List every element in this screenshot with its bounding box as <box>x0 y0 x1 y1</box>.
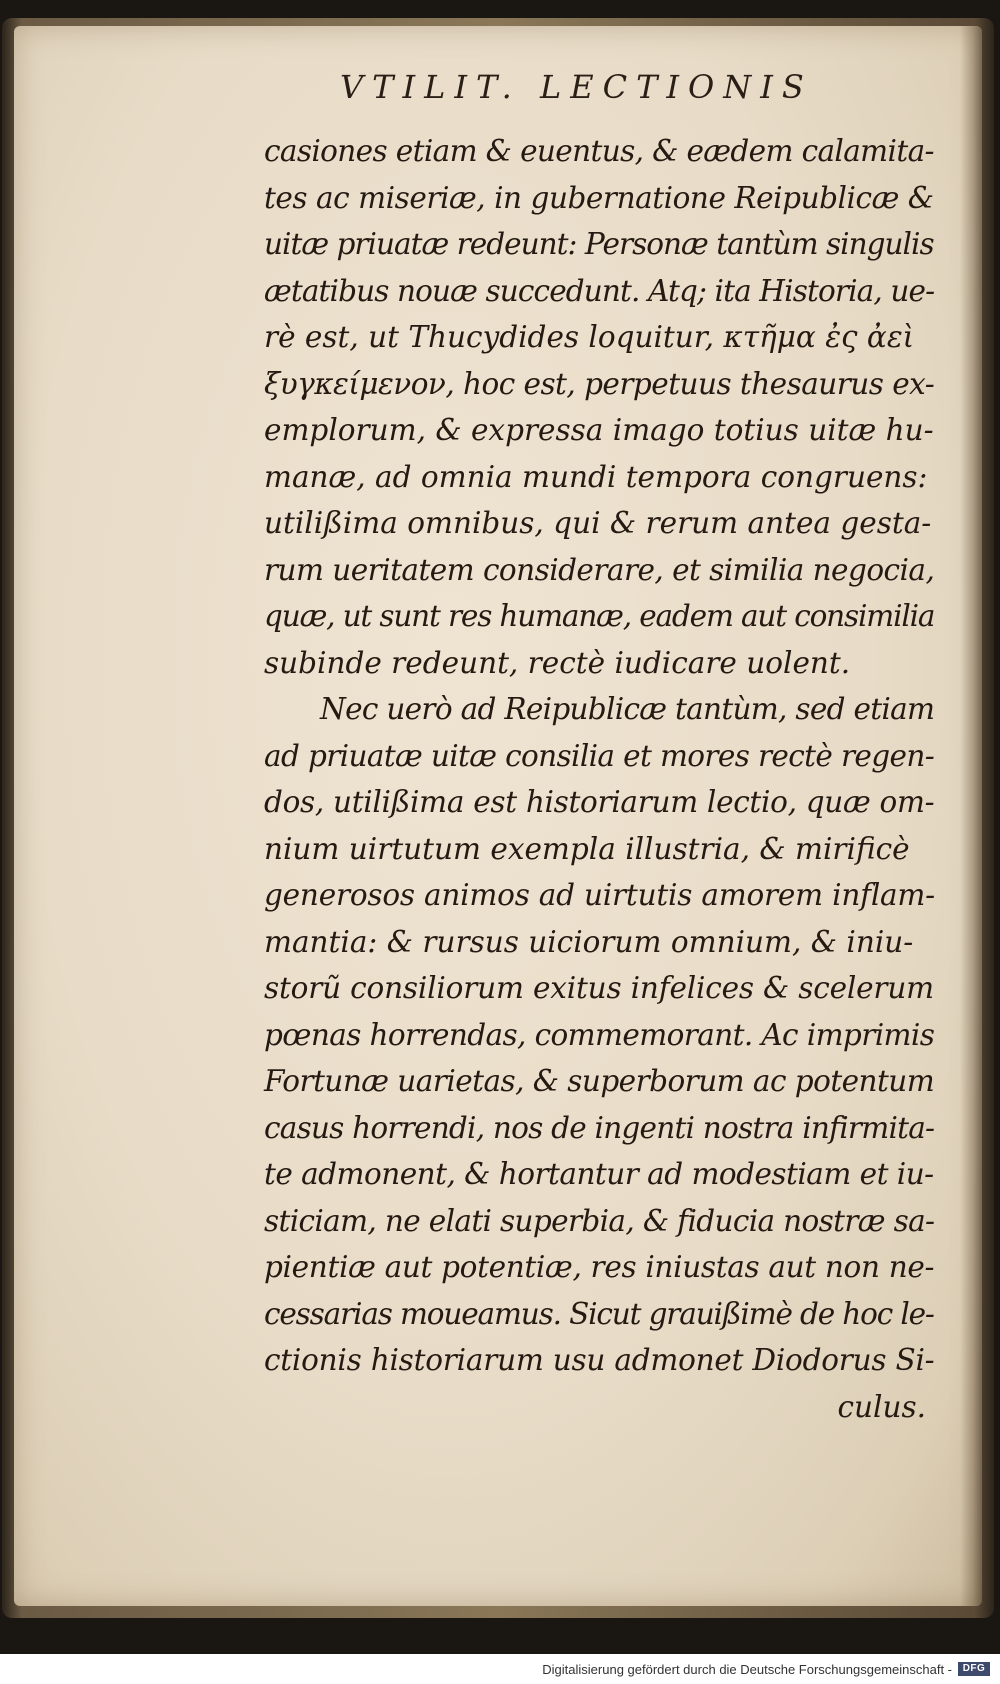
text-line: pœnas horrendas, commemorant. Ac imprimis <box>264 1017 935 1052</box>
paragraph-start-line: Nec uerò ad Reipublicæ tantùm, sed etiam <box>320 692 935 726</box>
text-line: Fortunæ uarietas, & superborum ac potentum <box>264 1064 935 1098</box>
text-line: tes ac miseriæ, in gubernatione Reipublicæ & <box>264 180 934 215</box>
text-line: nium uirtutum exempla illustria, & mirificè <box>264 831 910 866</box>
text-line: rè est, ut Thucydides loquitur, κτῆμα ἐς ἀεὶ <box>264 320 915 354</box>
dfg-logo: DFG <box>958 1662 990 1676</box>
text-line: ætatibus nouæ succedunt. Atq; ita Historia, ue- <box>264 273 935 308</box>
page-edge-shadow <box>960 26 982 1606</box>
text-line: pientiæ aut potentiæ, res iniustas aut non ne- <box>264 1250 935 1284</box>
text-line: te admonent, & hortantur ad modestiam et iu- <box>264 1157 934 1191</box>
text-line: casiones etiam & euentus, & eædem calamita- <box>264 134 934 168</box>
text-line: generosos animos ad uirtutis amorem inflam- <box>264 878 935 912</box>
text-line: manæ, ad omnia mundi tempora congruens: <box>264 459 928 494</box>
text-line: rum ueritatem considerare, et similia negocia, <box>264 552 935 587</box>
text-line: storũ consiliorum exitus infelices & scelerum <box>264 971 934 1005</box>
catchword: culus. <box>837 1389 926 1424</box>
text-line: subinde redeunt, rectè iudicare uolent. <box>264 645 851 680</box>
text-line: utilißima omnibus, qui & rerum antea gesta- <box>264 506 932 540</box>
text-line: casus horrendi, nos de ingenti nostra infirmita- <box>264 1110 935 1145</box>
text-line: cessarias moueamus. Sicut grauißimè de hoc le- <box>264 1296 934 1331</box>
text-line: sticiam, ne elati superbia, & fiducia nostræ sa- <box>264 1203 935 1238</box>
text-line: ad priuatæ uitæ consilia et mores rectè regen- <box>264 738 935 773</box>
text-line: ξυγκείμενον, hoc est, perpetuus thesaurus ex- <box>264 366 935 401</box>
text-line: uitæ priuatæ redeunt: Personæ tantùm singulis <box>264 227 934 261</box>
text-line: quæ, ut sunt res humanæ, eadem aut consimilia <box>264 599 935 633</box>
text-line: mantia: & rursus uiciorum omnium, & iniu- <box>264 924 914 959</box>
text-line: emplorum, & expressa imago totius uitæ hu- <box>264 413 934 447</box>
text-line: dos, utilißima est historiarum lectio, quæ om- <box>264 785 935 819</box>
text-line: ctionis historiarum usu admonet Diodorus Si- <box>264 1343 935 1377</box>
text-block <box>264 128 934 1430</box>
footer-bar <box>0 1654 1000 1684</box>
running-head: VTILIT. LECTIONIS <box>340 68 813 106</box>
digitization-credit: Digitalisierung gefördert durch die Deutsche Forschungsgemeinschaft - <box>542 1662 952 1677</box>
